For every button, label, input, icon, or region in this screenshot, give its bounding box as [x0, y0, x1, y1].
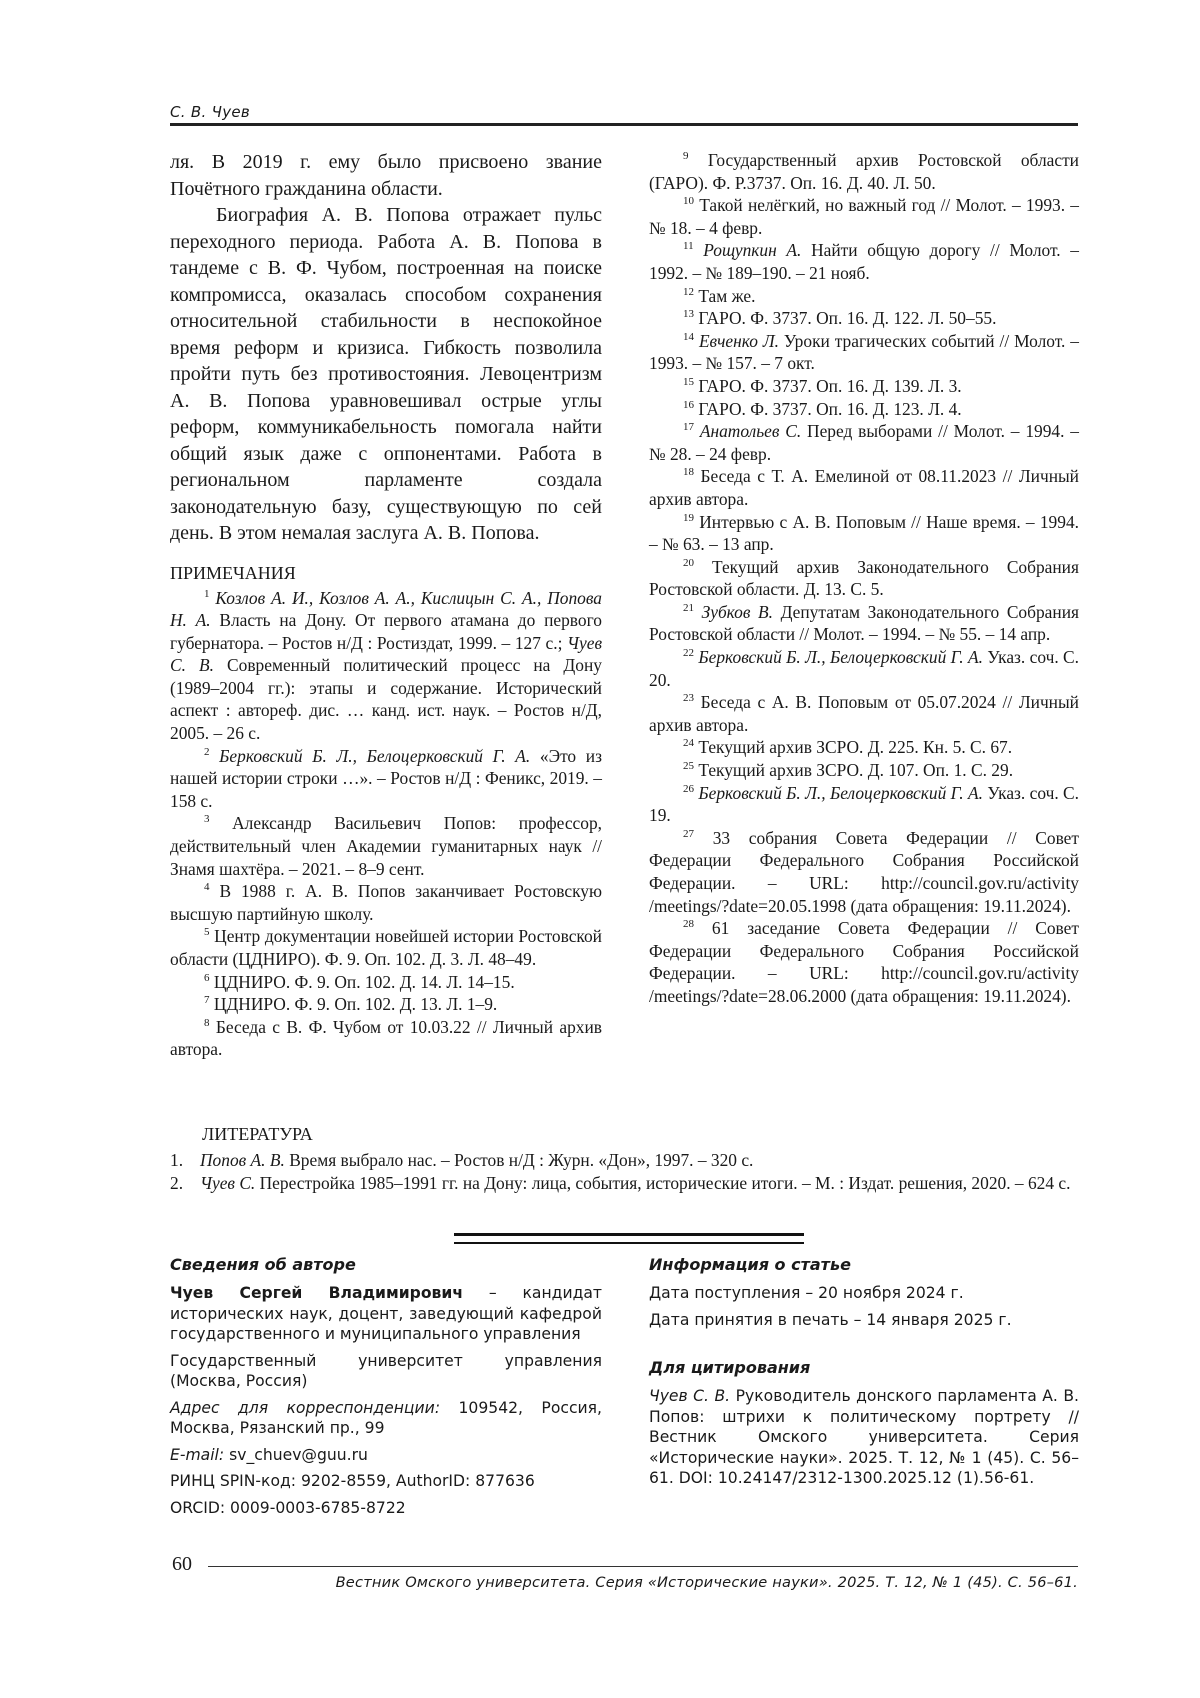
note-text: Текущий архив ЗСРО. Д. 225. Кн. 5. С. 67. [698, 737, 1013, 758]
literature-item-1 [170, 1149, 1078, 1172]
author-orcid: ORCID: 0009-0003-6785-8722 [170, 1498, 406, 1517]
author-rinc: РИНЦ SPIN-код: 9202-8559, AuthorID: 877636 [170, 1472, 535, 1490]
note-marker: 8 [204, 1016, 210, 1029]
note-item-19 [649, 511, 1079, 556]
note-item-20 [649, 556, 1079, 601]
note-text: Интервью с А. В. Поповым // Наше время. – 1994. – № 63. – 13 апр. [649, 511, 1079, 555]
left-column [170, 149, 602, 1061]
note-marker: 24 [683, 737, 694, 750]
header-rule [170, 123, 1078, 126]
literature-author: Попов А. В. [200, 1150, 285, 1170]
note-marker: 11 [683, 240, 694, 253]
note-marker: 27 [683, 828, 694, 841]
right-column [649, 149, 1079, 1008]
note-text: Указ. соч. С. 19. [649, 782, 1080, 826]
note-text: «Это из нашей истории строки …». – Ростов н/Д : Феникс, 2019. – 158 с. [170, 745, 602, 811]
note-author: Анатольев С. [699, 421, 802, 442]
note-item-5 [170, 925, 602, 970]
author-info [170, 1255, 602, 1524]
note-author: Рощупкин А. [703, 240, 802, 261]
note-item-16 [649, 398, 1079, 421]
notes-title: ПРИМЕЧАНИЯ [170, 562, 296, 583]
article-accepted: Дата принятия в печать – 14 января 2025 г. [649, 1310, 1012, 1329]
note-item-6 [170, 971, 602, 994]
note-text: Найти общую дорогу // Молот. – 1992. – № 189–190. – 21 нояб. [649, 240, 1079, 283]
body-paragraph-continuation: ля. В 2019 г. ему было присвоено звание Почётного гражданина области. [170, 151, 602, 200]
note-item-18 [649, 465, 1079, 510]
note-item-15 [649, 375, 1079, 398]
note-author: Зубков В. [701, 601, 773, 622]
note-item-8 [170, 1016, 602, 1061]
note-item-14 [649, 330, 1079, 375]
author-address [170, 1398, 602, 1439]
note-text: ЦДНИРО. Ф. 9. Оп. 102. Д. 13. Л. 1–9. [213, 994, 498, 1015]
note-marker: 16 [683, 398, 694, 411]
article-info [649, 1255, 1079, 1495]
note-author: Берковский Б. Л., Белоцерковский Г. А. [698, 782, 983, 803]
citation-body: Руководитель донского парламента А. В. Попов: штрихи к политическому портрету // Вестник Омского университета. Серия «Исторические науки». 2025. Т. 12, № 1 (45). С. 56–61. DOI: 10.24147/2312-1300.2025.12 (1).56-61. [649, 1387, 1079, 1487]
note-marker: 1 [204, 587, 210, 600]
note-text: Беседа с Т. А. Емелиной от 08.11.2023 // Личный архив автора. [649, 466, 1079, 509]
article-info-title: Информация о статье [649, 1255, 851, 1274]
note-marker: 4 [204, 881, 210, 894]
literature-item-2 [170, 1172, 1078, 1195]
note-marker: 10 [683, 195, 694, 208]
note-item-3 [170, 812, 602, 880]
note-author: Чуев С. В. [170, 632, 602, 676]
note-marker: 7 [204, 994, 210, 1007]
note-item-17 [649, 420, 1079, 465]
note-author: Берковский Б. Л., Белоцерковский Г. А. [698, 647, 983, 668]
note-text: Власть на Дону. От первого атамана до первого губернатора. – Ростов н/Д : Ростиздат, 1999. – 127 с.; [170, 610, 602, 653]
note-marker: 19 [683, 511, 694, 524]
note-text: Государственный архив Ростовской области (ГАРО). Ф. Р.3737. Оп. 16. Д. 40. Л. 50. [649, 150, 1079, 193]
note-author: Берковский Б. Л., Белоцерковский Г. А. [219, 745, 531, 766]
literature-title: ЛИТЕРАТУРА [202, 1124, 313, 1144]
note-marker: 6 [204, 971, 210, 984]
note-text: ГАРО. Ф. 3737. Оп. 16. Д. 139. Л. 3. [698, 375, 962, 396]
literature-text [200, 1172, 1078, 1195]
literature-description: Время выбрало нас. – Ростов н/Д : Журн. «Дон», 1997. – 320 с. [284, 1150, 754, 1170]
note-item-28 [649, 917, 1079, 1007]
note-text: Депутатам Законодательного Собрания Ростовской области // Молот. – 1994. – № 55. – 14 апр. [649, 601, 1079, 645]
note-text: В 1988 г. А. В. Попов заканчивает Ростовскую высшую партийную школу. [170, 881, 602, 924]
literature-author: Чуев С. [200, 1172, 256, 1193]
note-text: Указ. соч. С. 20. [649, 647, 1080, 690]
note-marker: 5 [204, 926, 210, 939]
note-text: Текущий архив ЗСРО. Д. 107. Оп. 1. С. 29. [698, 760, 1014, 781]
note-text: Беседа с В. Ф. Чубом от 10.03.22 // Личный архив автора. [170, 1016, 602, 1060]
note-item-26 [649, 782, 1079, 827]
article-received: Дата поступления – 20 ноября 2024 г. [649, 1284, 964, 1302]
note-text: ГАРО. Ф. 3737. Оп. 16. Д. 123. Л. 4. [698, 398, 962, 419]
note-author: Евченко Л. [698, 330, 779, 351]
note-item-11 [649, 239, 1079, 284]
address-label: Адрес для корреспонденции: [170, 1398, 441, 1417]
note-text: Современный политический процесс на Дону (1989–2004 гг.): этапы и содержание. Исторический аспект : автореф. дис. … канд. ист. наук. – Ростов н/Д, 2005. – 26 с. [170, 655, 602, 744]
note-marker: 13 [683, 308, 694, 321]
note-marker: 23 [683, 692, 694, 705]
literature-number: 2. [170, 1172, 184, 1193]
note-marker: 2 [204, 745, 210, 758]
note-text: Беседа с А. В. Поповым от 05.07.2024 // Личный архив автора. [649, 692, 1079, 735]
note-item-25 [649, 759, 1079, 782]
note-marker: 26 [683, 782, 694, 795]
author-email [170, 1445, 602, 1466]
note-item-7 [170, 993, 602, 1016]
footer-rule [208, 1566, 1078, 1567]
note-item-12 [649, 285, 1079, 308]
note-text: Уроки трагических событий // Молот. – 1993. – № 157. – 7 окт. [649, 330, 1079, 374]
note-marker: 14 [683, 330, 694, 343]
email-value: sv_chuev@guu.ru [224, 1445, 368, 1464]
address-value: 109542, Россия, Москва, Рязанский пр., 99 [170, 1398, 602, 1437]
note-text: Центр документации новейшей истории Ростовской области (ЦДНИРО). Ф. 9. Оп. 102. Д. 3. Л. 48–49. [170, 926, 602, 969]
note-text: Перед выборами // Молот. – 1994. – № 28. – 24 февр. [649, 421, 1079, 464]
author-university: Государственный университет управления (Москва, Россия) [170, 1351, 602, 1390]
author-description [170, 1283, 602, 1345]
note-text: Текущий архив Законодательного Собрания Ростовской области. Д. 13. С. 5. [649, 556, 1079, 600]
author-info-title: Сведения об авторе [170, 1255, 356, 1274]
note-author: Козлов А. И., Козлов А. А., Кислицын С. А., Попова Н. А. [170, 587, 602, 631]
note-item-22 [649, 646, 1079, 691]
note-item-10 [649, 194, 1079, 239]
note-item-9 [649, 149, 1079, 194]
note-item-23 [649, 691, 1079, 736]
note-marker: 15 [683, 376, 694, 389]
note-marker: 3 [204, 813, 210, 826]
citation-title: Для цитирования [649, 1358, 811, 1377]
author-position: – кандидат исторических наук, доцент, заведующий кафедрой государственного и муниципального управления [170, 1284, 602, 1343]
note-marker: 9 [683, 150, 689, 163]
note-text: ЦДНИРО. Ф. 9. Оп. 102. Д. 14. Л. 14–15. [213, 971, 515, 992]
note-item-13 [649, 307, 1079, 330]
note-marker: 21 [683, 602, 694, 615]
note-text: 33 собрания Совета Федерации // Совет Федерации Федерального Собрания Российской Федерации. – URL: http://council.gov.ru/activity /meetings/?date=20.05.1998 (дата обращения: 19.11.2024). [649, 827, 1079, 916]
page-number: 60 [172, 1553, 192, 1575]
literature-section [170, 1124, 1078, 1194]
citation-text [649, 1386, 1079, 1489]
note-marker: 20 [683, 556, 694, 569]
note-item-4 [170, 880, 602, 925]
section-divider [454, 1233, 804, 1244]
literature-description: Перестройка 1985–1991 гг. на Дону: лица, события, исторические итоги. – М. : Издат. решения, 2020. – 624 с. [255, 1172, 1071, 1193]
note-marker: 25 [683, 760, 694, 773]
running-head: С. В. Чуев [170, 103, 251, 121]
note-text: ГАРО. Ф. 3737. Оп. 16. Д. 122. Л. 50–55. [698, 308, 997, 329]
note-marker: 12 [683, 285, 694, 298]
note-marker: 22 [683, 647, 694, 660]
email-label: E-mail: [170, 1445, 225, 1464]
note-item-2 [170, 745, 602, 813]
citation-author: Чуев С. В. [649, 1387, 731, 1405]
body-paragraph-conclusion: Биография А. В. Попова отражает пульс переходного периода. Работа А. В. Попова в тандеме с В. Ф. Чубом, построенная на поиске компромисса, оказалась способом сохранения относительной стабильности в неспокойное время реформ и кризиса. Гибкость позволила пройти путь без противостояния. Левоцентризм А. В. Попова уравновешивал острые углы реформ, коммуникабельность помогала найти общий язык даже с оппонентами. Работа в региональном парламенте создала законодательную базу, существующую по сей день. В этом немалая заслуга А. В. Попова. [170, 204, 602, 544]
note-item-24 [649, 736, 1079, 759]
note-marker: 28 [683, 918, 694, 931]
note-text: Александр Васильевич Попов: профессор, действительный член Академии гуманитарных наук // Знамя шахтёра. – 2021. – 8–9 сент. [170, 813, 602, 879]
note-text: Там же. [698, 285, 756, 306]
note-item-1 [170, 587, 602, 745]
footer-journal: Вестник Омского университета. Серия «Исторические науки». 2025. Т. 12, № 1 (45). С. 56–61. [335, 1574, 1078, 1591]
author-name: Чуев Сергей Владимирович [170, 1284, 464, 1302]
literature-number: 1. [170, 1150, 184, 1170]
note-item-27 [649, 827, 1079, 917]
note-marker: 18 [683, 466, 694, 479]
note-marker: 17 [683, 421, 694, 434]
note-text: 61 заседание Совета Федерации // Совет Федерации Федерального Собрания Российской Федерации. – URL: http://council.gov.ru/activity /meetings/?date=28.06.2000 (дата обращения: 19.11.2024). [649, 918, 1079, 1006]
note-text: Такой нелёгкий, но важный год // Молот. – 1993. – № 18. – 4 февр. [649, 195, 1079, 238]
literature-text [200, 1149, 1078, 1172]
note-item-21 [649, 601, 1079, 646]
